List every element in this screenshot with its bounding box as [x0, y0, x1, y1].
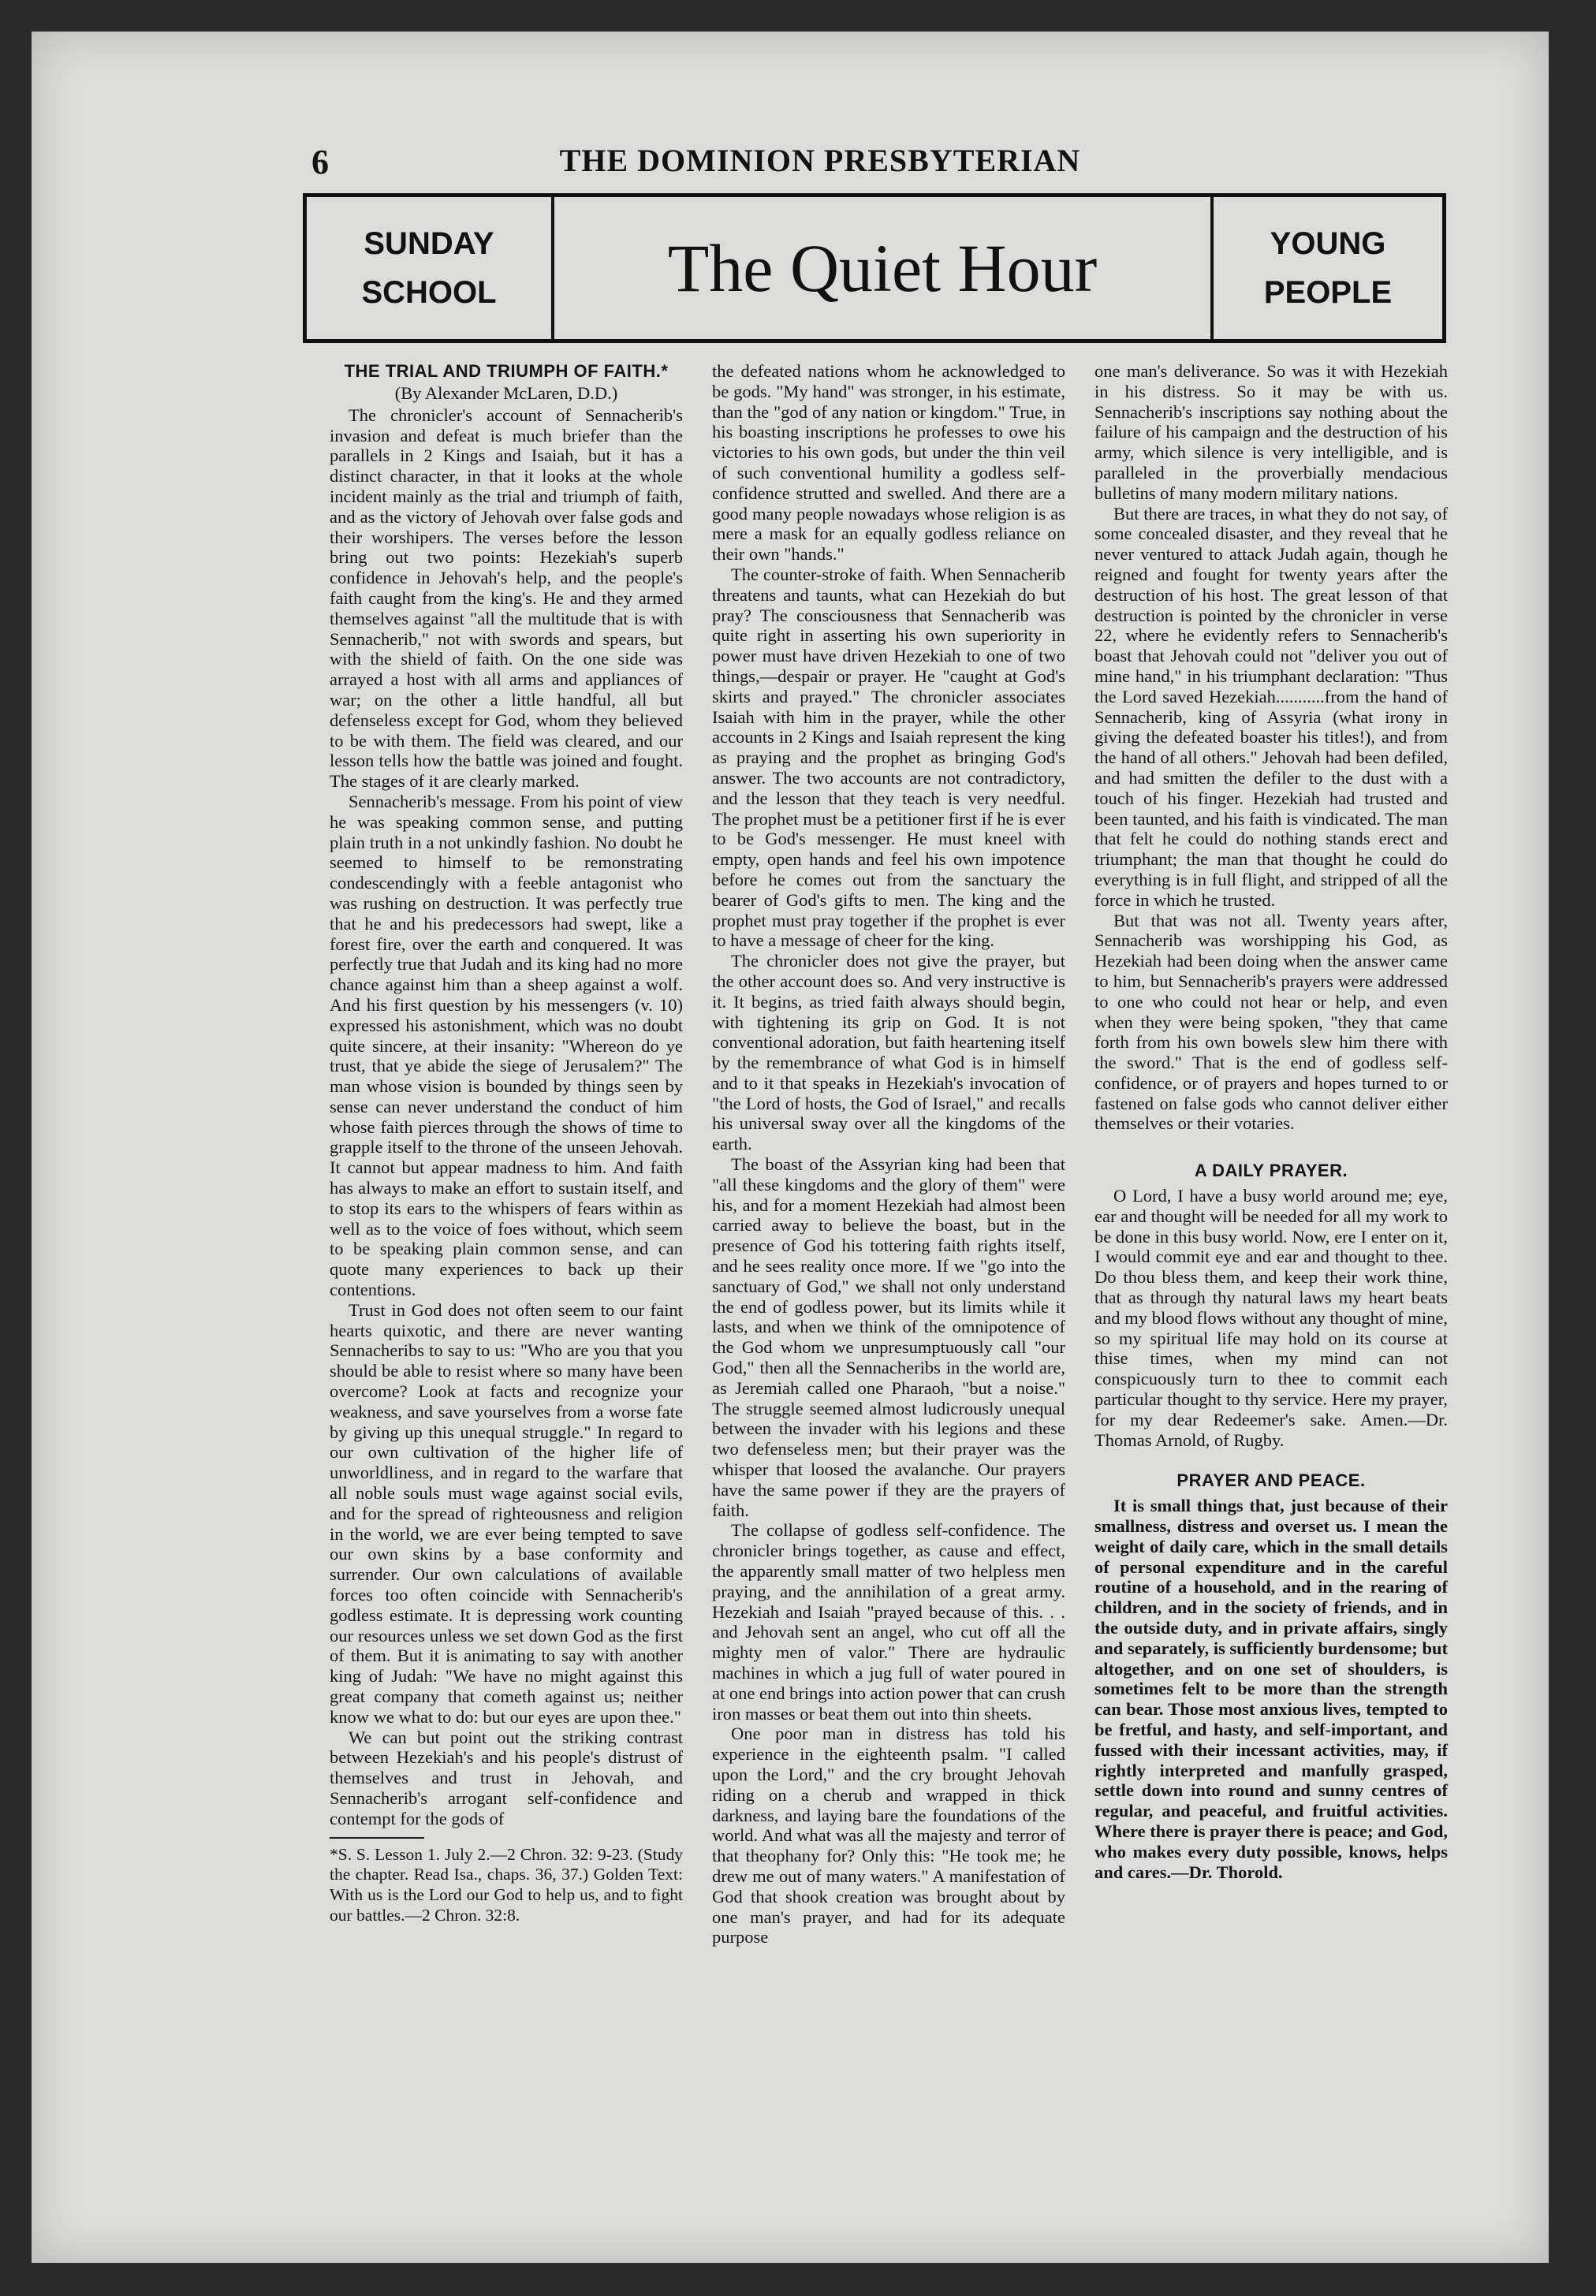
article-paragraph: One poor man in distress has told his experience in the eighteenth psalm. "I called upon the Lord," and the cry brought Jehovah riding on a cherub and wrapped in thick darkness, and laying bare the foundations of the world. And what was all the majesty and terror of that theophany for? Only this: "He took me; he drew me out of many waters." A manifestation of God that shook creation was brought about by one man's prayer, and had for its adequate purpose: [712, 1724, 1065, 1948]
banner-left-line1: SUNDAY: [364, 226, 494, 261]
article-paragraph: the defeated nations whom he acknowledged to be gods. "My hand" was stronger, in his estimate, than the "god of any nation or kingdom." True, in his boasting inscriptions he professes to owe his victories to his own gods, but under the thin veil of such conventional humility a godless self-confidence strutted and swelled. And there are a good many people nowadays whose religion is as mere a mask for an equally godless reliance on their own "hands.": [712, 361, 1065, 565]
article-footnote: *S. S. Lesson 1. July 2.—2 Chron. 32: 9-23. (Study the chapter. Read Isa., chaps. 36, 37.) Golden Text: With us is the Lord our God to help us, and to fight our battles.—2 Chron. 32:8.: [330, 1844, 683, 1925]
article-paragraph: Sennacherib's message. From his point of view he was speaking common sense, and putting plain truth in a not unkindly fashion. No doubt he seemed to himself to be remonstrating condescendingly with a feeble antagonist who was rushing on destruction. It was perfectly true that he and his predecessors had swept, like a forest fire, over the earth and conquered. It was perfectly true that Judah and its king had no more chance against him than a sheep against a wolf. And his first question by his messengers (v. 10) expressed his astonishment, which was no doubt quite sincere, at their insanity: "Whereon do ye trust, that ye abide the siege of Jerusalem?" The man whose vision is bounded by things seen by sense can never understand the conduct of him whose faith pierces through the shows of time to grapple itself to the throne of the unseen Jehovah. It cannot but appear madness to him. And faith has always to make an effort to sustain itself, and to stop its ears to the whispers of fears within as well as to the voice of foes without, which seem to be speaking plain common sense, and can quote many experiences to back up their contentions.: [330, 791, 683, 1300]
section-banner: [303, 193, 1446, 343]
article-byline: (By Alexander McLaren, D.D.): [394, 383, 618, 403]
article-paragraph: The collapse of godless self-confidence. The chronicler brings together, as cause and effect, the apparently small matter of two helpless men praying, and the annihilation of a great army. Hezekiah and Isaiah "prayed because of this. . . and Jehovah sent an angel, who cut off all the mighty men of valor." There are hydraulic machines in which a jug full of water poured in at one end brings into action power that can crush iron masses or beat them out into thin sheets.: [712, 1520, 1065, 1724]
article-paragraph: The counter-stroke of faith. When Sennacherib threatens and taunts, what can Hezekiah do but pray? The consciousness that Sennacherib was quite right in asserting his own superiority in power must have driven Hezekiah to one of two things,—despair or prayer. He "caught at God's skirts and prayed." The chronicler associates Isaiah with him in the prayer, while the other accounts in 2 Kings and Isaiah represent the king as praying and the prophet as bringing God's answer. The two accounts are not contradictory, and the lesson that they teach is very needful. The prophet must be a petitioner first if he is ever to be God's messenger. He must kneel with empty, open hands and feel his own impotence before he comes out from the sanctuary the bearer of God's gifts to men. The king and the prophet must pray together if the prophet is ever to have a message of cheer for the king.: [712, 564, 1065, 951]
article-paragraph: one man's deliverance. So was it with Hezekiah in his distress. So it may be with us. Sennacherib's inscriptions say nothing about the failure of his campaign and the destruction of his army, which silence is very intelligible, and is paralleled in the proverbially mendacious bulletins of many modern military nations.: [1094, 361, 1448, 503]
prayer-and-peace-title: PRAYER AND PEACE.: [1176, 1470, 1366, 1491]
newspaper-page: [32, 32, 1549, 2263]
article-paragraph: The boast of the Assyrian king had been that "all these kingdoms and the glory of them" were his, and for a moment Hezekiah had almost been carried away to believe the boast, but in the presence of God his tottering faith rights itself, and he sees reality once more. If we "go into the sanctuary of God," we shall not only understand the end of godless power, but its limits while it lasts, and when we think of the omnipotence of the God whom we unpresumptuously call "our God," then all the Sennacheribs in the world are, as Jeremiah called one Pharaoh, "but a noise." The struggle seemed almost ludicrously unequal between the invader with his legions and these two defenseless men; but their prayer was the whisper that loosed the avalanche. Our prayers have the same power if they are the prayers of faith.: [712, 1154, 1065, 1520]
article-paragraph: But that was not all. Twenty years after, Sennacherib was worshipping his God, as Hezekiah had been doing when the answer came to him, but Sennacherib's prayers were addressed to one who could not hear or help, and even when they were being spoken, "they that came forth from his own bowels slew him there with the sword." That is the end of godless self-confidence, or of prayers and hopes turned to or fastened on false gods who cannot deliver either themselves or their votaries.: [1094, 910, 1448, 1134]
banner-right-line1: YOUNG: [1270, 226, 1386, 261]
column-2: [712, 361, 1065, 1948]
column-3: [1094, 361, 1448, 1882]
prayer-and-peace-text: It is small things that, just because of their smallness, distress and overset us. I mean the weight of daily care, which in the small details of personal expenditure and in the careful routine of a household, and in the rearing of children, and in the society of friends, and in the outside duty, and in private affairs, singly and separately, is sufficiently burdensome; but altogether, and on one set of shoulders, is sometimes felt to be more than the strength can bear. Those most anxious lives, tempted to be fretful, and hasty, and self-important, and fussed with their incessant activities, may, if rightly interpreted and manfully grasped, settle down into round and sunny centres of regular, and peaceful, and fruitful activities. Where there is prayer there is peace; and God, who makes every duty possible, knows, helps and cares.—Dr. Thorold.: [1094, 1496, 1448, 1882]
column-1: [330, 361, 683, 1926]
newspaper-title: THE DOMINION PRESBYTERIAN: [559, 143, 1081, 178]
banner-left-box: [307, 197, 554, 339]
banner-left-line2: SCHOOL: [361, 275, 497, 310]
article-paragraph: Trust in God does not often seem to our faint hearts quixotic, and there are never wanting Sennacheribs to say to us: "Who are you that you should be able to resist where so many have been overcome? Look at facts and recognize your weakness, and save yourselves from a worse fate by giving up this unequal struggle." In regard to our own cultivation of the higher life of unworldliness, and in regard to the warfare that all noble souls must wage against social evils, and for the spread of righteousness and religion in the world, we are ever being tempted to save our own skins by a base conformity and surrender. Our own calculations of available forces too often coincide with Sennacherib's godless estimate. It is depressing work counting our resources unless we set down God as the first of them. But it is animating to say with another king of Judah: "We have no might against this great company that cometh against us; neither know we what to do: but our eyes are upon thee.": [330, 1299, 683, 1727]
daily-prayer-title: A DAILY PRAYER.: [1194, 1161, 1348, 1181]
article-paragraph: We can but point out the striking contrast between Hezekiah's and his people's distrust of themselves and trust in Jehovah, and Sennacherib's arrogant self-confidence and contempt for the gods of: [330, 1727, 683, 1828]
banner-right-box: [1210, 197, 1442, 339]
article-paragraph: But there are traces, in what they do not say, of some concealed disaster, and they reveal that he never ventured to attack Judah again, though he reigned and fought for twenty years after the destruction of his host. The great lesson of that destruction is pointed by the chronicler in verse 22, where he evidently refers to Sennacherib's boast that Jehovah could not "deliver you out of mine hand," in his triumphant declaration: "Thus the Lord saved Hezekiah...........from the hand of Sennacherib, king of Assyria (what irony in giving the defeated boaster his titles!), and from the hand of all others." Jehovah had been defiled, and had smitten the defiler to the dust with a touch of his finger. Hezekiah had trusted and been taunted, and his faith is vindicated. The man that felt he could do nothing stands erect and triumphant; the man that thought he could do everything is in full flight, and stripped of all the force in which he trusted.: [1094, 503, 1448, 910]
banner-title: The Quiet Hour: [667, 230, 1098, 306]
article-paragraph: The chronicler's account of Sennacherib's invasion and defeat is much briefer than the parallels in 2 Kings and Isaiah, but it has a distinct character, in that it looks at the whole incident mainly as the trial and triumph of faith, and as the victory of Jehovah over false gods and their worshipers. The verses before the lesson bring out two points: Hezekiah's superb confidence in Jehovah's help, and the people's faith caught from the king's. He and they armed themselves against "all the multitude that is with Sennacherib," not with swords and spears, but with the shield of faith. On the one side was arrayed a host with all arms and appliances of war; on the other a little handful, all but defenseless except for God, whom they believed to be with them. The field was cleared, and our lesson tells how the battle was joined and fought. The stages of it are clearly marked.: [330, 404, 683, 792]
banner-right-line2: PEOPLE: [1263, 275, 1393, 310]
daily-prayer-text: O Lord, I have a busy world around me; eye, ear and thought will be needed for all my work to be done in this busy world. Now, ere I enter on it, I would commit eye and ear and thought to thee. Do thou bless them, and keep their work thine, that as through thy natural laws my heart beats and my blood flows without any thought of mine, so my spiritual life may hold on its course at thise times, when my mind can not conspicuously turn to thee to commit each particular thought to thy service. Here my prayer, for my dear Redeemer's sake. Amen.—Dr. Thomas Arnold, of Rugby.: [1094, 1186, 1448, 1450]
page-number: 6: [311, 143, 329, 181]
footnote-divider: [330, 1837, 424, 1839]
article-paragraph: The chronicler does not give the prayer, but the other account does so. And very instructive is it. It begins, as tried faith always should begin, with tightening its grip on God. It is not conventional adoration, but faith heartening itself by the remembrance of what God is in himself and to it that speaks in Hezekiah's invocation of "the Lord of hosts, the God of Israel," and recalls his universal sway over all the kingdoms of the earth.: [712, 951, 1065, 1154]
article-title: THE TRIAL AND TRIUMPH OF FAITH.*: [344, 361, 669, 381]
